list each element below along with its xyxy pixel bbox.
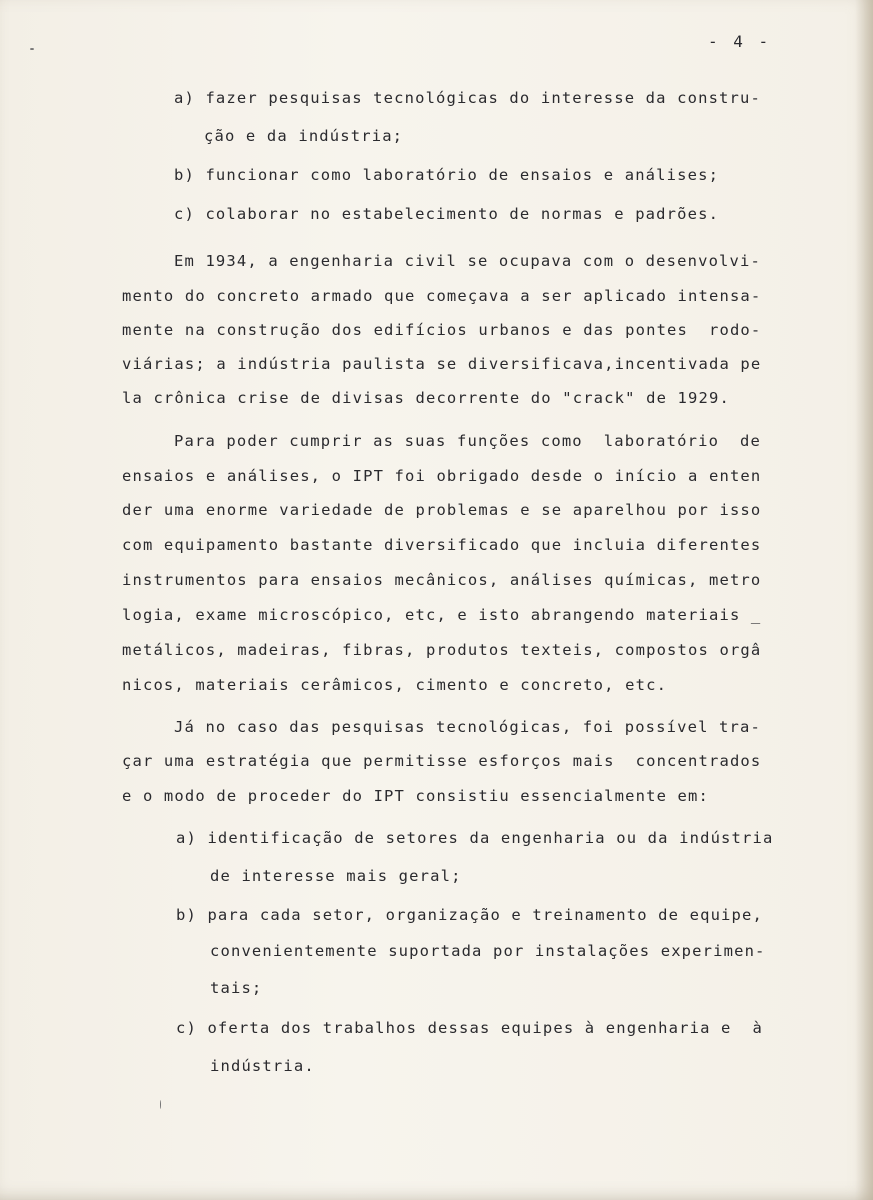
paper-speck (30, 48, 34, 50)
page-edge-shadow (855, 0, 873, 1200)
list-item-line: c) oferta dos trabalhos dessas equipes à engenharia e à (176, 1019, 763, 1037)
list-item-line: convenientemente suportada por instalações experimen- (210, 942, 766, 960)
paragraph-line: logia, exame microscópico, etc, e isto abrangendo materiais _ (122, 606, 762, 624)
list-item-line: indústria. (210, 1057, 315, 1075)
paragraph-line: Para poder cumprir as suas funções como laboratório de (174, 432, 761, 450)
paragraph-line: viárias; a indústria paulista se diversificava,incentivada pe (122, 355, 762, 373)
paragraph-line: ensaios e análises, o IPT foi obrigado desde o início a enten (122, 467, 762, 485)
list-item-line: b) funcionar como laboratório de ensaios e análises; (174, 166, 720, 184)
paragraph-line: metálicos, madeiras, fibras, produtos texteis, compostos orgâ (122, 641, 762, 659)
paragraph-line: e o modo de proceder do IPT consistiu essencialmente em: (122, 787, 709, 805)
paragraph-line: instrumentos para ensaios mecânicos, análises químicas, metro (122, 571, 762, 589)
list-item-line: a) identificação de setores da engenharia ou da indústria (176, 829, 774, 847)
list-item-line: b) para cada setor, organização e treinamento de equipe, (176, 906, 763, 924)
list-item-line: c) colaborar no estabelecimento de normas e padrões. (174, 205, 720, 223)
paragraph-line: Em 1934, a engenharia civil se ocupava com o desenvolvi- (174, 252, 761, 270)
paragraph-line: mente na construção dos edifícios urbanos e das pontes rodo- (122, 321, 762, 339)
page-number: - 4 - (708, 32, 772, 51)
list-item-line: ção e da indústria; (204, 127, 404, 145)
paragraph-line: mento do concreto armado que começava a ser aplicado intensa- (122, 287, 762, 305)
list-item-line: tais; (210, 979, 263, 997)
paragraph-line: la crônica crise de divisas decorrente do "crack" de 1929. (122, 389, 730, 407)
paragraph-line: nicos, materiais cerâmicos, cimento e concreto, etc. (122, 676, 668, 694)
list-item-line: a) fazer pesquisas tecnológicas do interesse da constru- (174, 89, 761, 107)
paragraph-line: Já no caso das pesquisas tecnológicas, foi possível tra- (174, 718, 761, 736)
paragraph-line: çar uma estratégia que permitisse esforços mais concentrados (122, 752, 762, 770)
paragraph-line: com equipamento bastante diversificado que incluia diferentes (122, 536, 762, 554)
paper-speck (160, 1100, 161, 1109)
paragraph-line: der uma enorme variedade de problemas e se aparelhou por isso (122, 501, 762, 519)
list-item-line: de interesse mais geral; (210, 867, 462, 885)
